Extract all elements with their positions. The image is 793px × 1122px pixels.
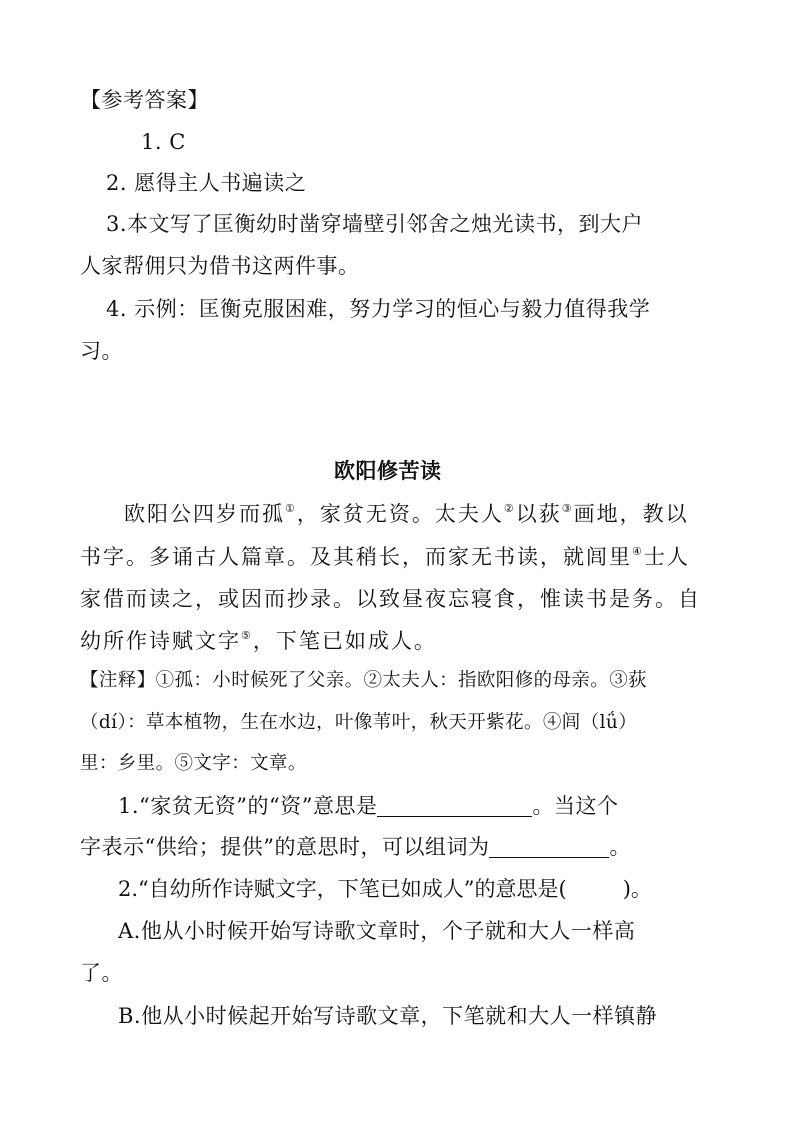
question-text: )。 [622,877,652,901]
footnote-ref-4: ④ [632,545,644,558]
answer-blank-1[interactable] [377,794,532,817]
passage-text: 画地，教以 [573,502,689,526]
footnote-ref-5: ⑤ [241,629,253,642]
notes-line-1: 【注释】①孤：小时候死了父亲。②太夫人：指欧阳修的母亲。③荻 [80,670,648,691]
passage-text: 以荻 [515,502,562,526]
answer-1: 1. C [141,130,186,154]
passage-line-1 [124,500,689,528]
question-text: 。 [609,835,631,859]
passage-text: ，下笔已如成人。 [252,629,437,653]
notes-line-3: 里：乡里。⑤文字：文章。 [80,753,307,774]
question-1-line-2 [80,833,631,861]
notes-line-2: （dí）：草本植物，生在水边，叶像苇叶，秋天开紫花。④闾（lǘ） [80,712,638,733]
answer-blank-2[interactable] [489,835,609,858]
passage-text: 幼所作诗赋文字 [80,629,241,653]
passage-line-2 [80,543,690,571]
option-a-line-2: 了。 [80,961,123,985]
footnote-ref-2: ② [503,502,516,515]
passage-title: 欧阳修苦读 [334,459,442,483]
option-a-line-1: A.他从小时候开始写诗歌文章时，个子就和大人一样高 [118,919,636,943]
option-b-line-1: B.他从小时候起开始写诗歌文章，下笔就和大人一样镇静 [118,1004,658,1028]
question-2-stem [118,875,652,903]
answers-heading: 【参考答案】 [80,88,209,112]
question-1-line-1 [118,792,618,820]
question-text: 2.“自幼所作诗赋文字，下笔已如成人”的意思是( [118,877,567,901]
answer-3-line-2: 人家帮佣只为借书这两件事。 [80,254,360,278]
passage-text: 欧阳公四岁而孤 [124,502,285,526]
passage-text: 家借而读之，或因而抄录。以致昼夜忘寝食，惟读书是务。自 [80,587,701,611]
passage-text: 士人 [643,545,690,569]
passage-text: ，家贫无资。太夫人 [296,502,504,526]
question-text: 字表示“供给；提供”的意思时，可以组词为 [80,835,490,859]
answer-4-line-1: 4. 示例：匡衡克服困难，努力学习的恒心与毅力值得我学 [106,297,651,321]
passage-line-3 [80,585,701,613]
passage-line-4 [80,627,437,655]
footnote-ref-3: ③ [561,502,574,515]
answer-4-line-2: 习。 [80,339,123,363]
footnote-ref-1: ① [285,502,297,515]
answer-2: 2. 愿得主人书遍读之 [106,171,307,195]
question-text: 。当这个 [532,794,619,818]
question-text: 1.“家贫无资”的“资”意思是 [118,794,378,818]
answer-3-line-1: 3.本文写了匡衡幼时凿穿墙壁引邻舍之烛光读书，到大户 [106,212,644,236]
passage-text: 书字。多诵古人篇章。及其稍长，而家无书读，就闾里 [80,545,632,569]
